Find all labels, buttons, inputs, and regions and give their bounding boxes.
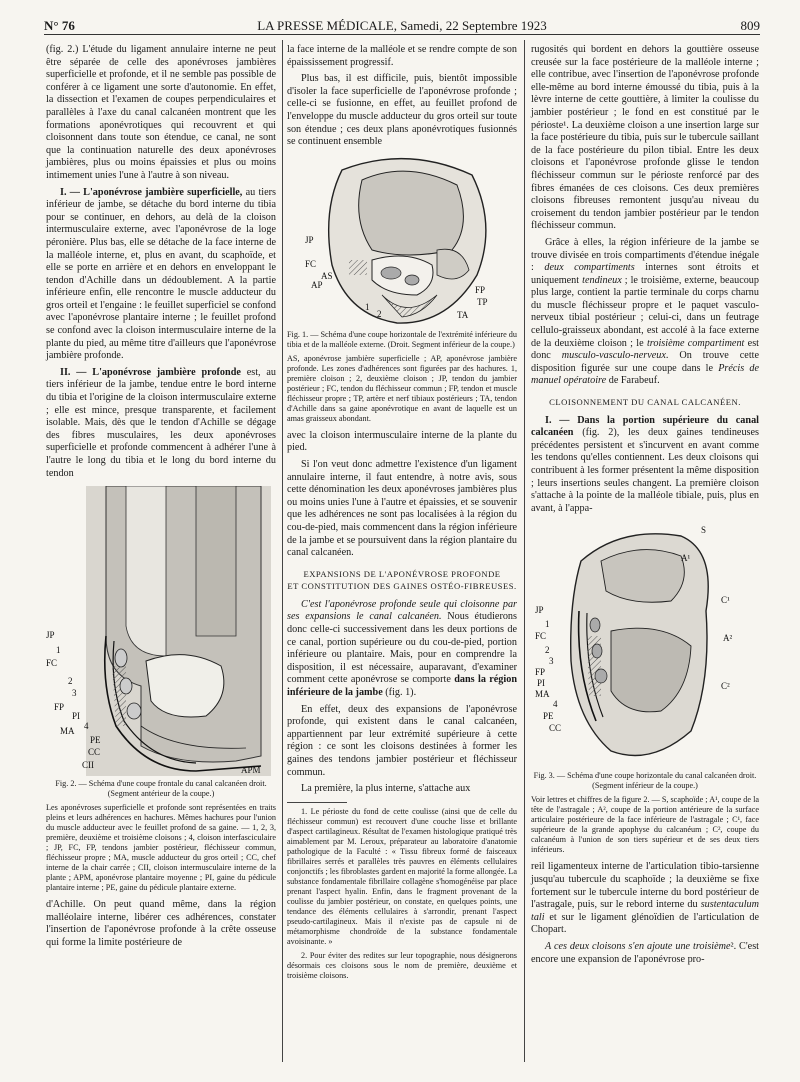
fig1-label-jp: JP — [305, 234, 314, 245]
paragraph-c3-3: I. — Dans la portion supérieure du canal calcanéen (fig. 2), les deux gaines tendineuses précédentes persistent et s'incurvent en avant comme les tendons qu'elles contiennent. Les deux cloisons qui contribuent à les former présentent la même disposition ; leurs insertions seules changent. La première cloison s'attache à la pointe de la malléole tibiale, puis, plus en avant, à l'appa- — [531, 414, 759, 514]
paragraph-superficial: I. — L'aponévrose jambière superficielle, au tiers inférieur de jambe, se détache du bord interne du tibia pour se continuer, en dehors, au delà de la cloison intermusculaire externe, avec l'aponévrose de la loge péronière. Plus bas, elle se détache de la face interne de la malléole interne, et, plus en avant, du scaphoïde, et elle se porte en arrière et en dehors en enveloppant le tendon d'Achille dans un dédoublement. A la partie inférieure enfin, elle rencontre le muscle adducteur du gros orteil et l'engaine : le feuillet superficiel se confond avec l'aponévrose plantaire interne ; le feuillet profond se confond avec la cloison intermusculaire interne de la plante du pied, au même titre d'ailleurs que l'aponévrose jambière profonde. — [46, 186, 276, 362]
fig1-label-2: 2 — [377, 308, 382, 319]
paragraph-deep: II. — L'aponévrose jambière profonde est, au tiers inférieur de la jambe, tendue entre le bord interne du tibia et l'origine de la cloison intermusculaire externe ; elle est mince, presque transparente, et facilement isolable. Mais, dès que le tendon d'Achille se dégage des fibres musculaires, les deux aponévroses superficielle et profonde commencent à adhérer l'une à l'autre le long du tibia et le long du bord interne du tendon — [46, 366, 276, 479]
column-1 — [46, 44, 276, 954]
footnote-1: 1. Le périoste du fond de cette coulisse (ainsi que de celle du fléchisseur commun) est recouvert d'une couche lisse et brillante d'aspect cartilagineux. Résultat de l'examen histologique pratiqué très aimablement par M. Leroux, préparateur au laboratoire d'anatomie pathologique de la Faculté : « Tissu fibreux formé de faisceaux fibrillaires serrés et parallèles très pauvres en éléments cellulaires conjonctifs ; les fibroblastes gardent en majorité la forme allongée. La substance fondamentale fibrillaire collagène s'homogénéise par place prenant l'aspect hyalin. Enfin, dans le fragment provenant de la coulisse du jambier postérieur, on constate, en quelques points, une tendance des éléments cellulaires à s'arrondir, prenant l'aspect pseudo-cartilagineux. Mais il n'existe pas de capsule ni de métamorphisme chondroïde de la substance fondamentale avoisinante. » — [287, 806, 517, 946]
fig2-label-3: 3 — [72, 688, 77, 699]
figure-2-illustration — [46, 486, 276, 776]
fig3-label-cc: CC — [549, 723, 562, 734]
fig1-label-fc: FC — [305, 258, 317, 269]
fig2-label-fc: FC — [46, 658, 58, 669]
heading-superficial: I. — L'aponévrose jambière superficielle, — [60, 186, 243, 198]
fig3-label-3: 3 — [549, 656, 554, 667]
paragraph-c2-6: En effet, deux des expansions de l'aponévrose profonde, qui existent dans le canal calcanéen, appartiennent par leur extrémité supérieure à cette région : ce sont les cloisons destinées à former les gaines des tendons jambier postérieur et fléchisseur commun. — [287, 703, 517, 778]
figure-2 — [46, 486, 276, 893]
paragraph-c2-1: la face interne de la malléole et se rendre compte de son épaississement progressif. — [287, 44, 517, 68]
column-divider-2 — [524, 40, 525, 1062]
issue-number: N° 76 — [44, 18, 75, 33]
paragraph-intro: (fig. 2.) L'étude du ligament annulaire interne ne peut être séparée de celle des aponévroses jambières superficielle et profonde, et il ne semble pas possible de conférer à ce ligament une sorte d'autonomie. En effet, la dissection et l'examen de coupes perpendiculaires et parallèles à l'axe du canal calcanéen montrent que les formations aponévrotiques qui recouvrent et qui cloisonnent dans toute son étendue, ce canal, ne sont que la continuation naturelle des deux aponévroses jambières, plus ou moins épaissies et plus ou moins intimement unies l'une à l'autre à son niveau. — [46, 44, 276, 181]
fig2-label-4: 4 — [84, 721, 89, 732]
paragraph-c2-2: Plus bas, il est difficile, puis, bientôt impossible d'isoler la face superficielle de l'aponévrose profonde ; celle-ci se fusionne, en effet, au feuillet profond de l'enveloppe du muscle adducteur du gros orteil sur toute son étendue ; ces deux plans aponévrotiques fusionnés se continuent ensemble — [287, 73, 517, 148]
fig3-label-fp: FP — [535, 667, 546, 678]
fig1-label-1: 1 — [365, 301, 370, 312]
fig2-label-pi: PI — [72, 711, 81, 722]
fig2-label-cc: CC — [88, 747, 101, 758]
paragraph-c3-5: A ces deux cloisons s'en ajoute une troisième². C'est encore une expansion de l'aponévrose pro- — [531, 940, 759, 965]
fig2-label-jp: JP — [46, 630, 55, 641]
fig2-label-fp: FP — [54, 702, 65, 713]
paragraph-c3-2: Grâce à elles, la région inférieure de la jambe se trouve divisée en trois compartiments d'étendue inégale : deux compartiments internes sont étroits et uniquement tendineux ; le troisième, externe, beaucoup plus large, contient la partie terminale du corps charnu du muscle fléchisseur propre et le paquet vasculo-nerveux tibial postérieur ; celui-ci, dans un feutrage cellulo-graisseux abondant, est accolé à la face externe de la deuxième cloison ; le troisième compartiment est donc musculo-vasculo-nerveux. On trouve cette disposition figurée sur une coupe dans le Précis de manuel opératoire de Farabeuf. — [531, 236, 759, 387]
figure-3-caption: Fig. 3. — Schéma d'une coupe horizontale du canal calcanéen droit. (Segment inférieur de la coupe.) — [533, 771, 757, 791]
fig2-label-2: 2 — [68, 676, 73, 687]
header-rule — [44, 34, 760, 35]
footnote-rule — [287, 802, 347, 803]
figure-1-caption: Fig. 1. — Schéma d'une coupe horizontale de l'extrémité inférieure du tibia et de la malléole externe. (Droit. Segment inférieur de la coupe.) — [287, 329, 517, 349]
paragraph-c3-4: reil ligamenteux interne de l'articulation tibio-tarsienne jusqu'au tubercule du scaphoïde ; la deuxième se fixe fortement sur le tubercule interne du bord postérieur de l'astragale, puis, sur le rebord interne du sustentaculum tali et sur le ligament glénoïdien de l'articulation de Chopart. — [531, 861, 759, 936]
fig1-label-ta: TA — [457, 309, 469, 320]
paragraph-c2-3: avec la cloison intermusculaire interne de la plante du pied. — [287, 429, 517, 454]
fig3-label-ma: MA — [535, 689, 550, 700]
figure-3-legend: Voir lettres et chiffres de la figure 2. — S, scaphoïde ; A¹, coupe de la tête de l'astragale ; A², coupe de la portion antérieure de la surface articulaire postérieure de la face inférieure de l'astragale ; C¹, face supérieure de la grande apophyse du calcanéum ; C², coupe du calcanéum à l'union de son tiers supérieur et de ses deux tiers inférieurs. — [531, 795, 759, 855]
fig3-label-fc: FC — [535, 631, 547, 642]
section-title-cloisonnement: CLOISONNEMENT DU CANAL CALCANÉEN. — [549, 397, 741, 408]
figure-2-caption: Fig. 2. — Schéma d'une coupe frontale du canal calcanéen droit. (Segment antérieur de la coupe.) — [55, 779, 267, 799]
fig2-label-ma: MA — [60, 726, 75, 737]
fig3-label-s: S — [701, 525, 707, 536]
figure-1-illustration — [287, 155, 517, 330]
figure-3-illustration — [531, 521, 759, 771]
paragraph-c2-7: La première, la plus interne, s'attache aux — [301, 783, 471, 795]
figure-1 — [287, 155, 517, 424]
fig3-label-a1: A¹ — [681, 553, 691, 564]
fig3-label-a2: A² — [723, 633, 733, 644]
fig1-label-as: AS — [321, 270, 333, 281]
fig3-label-jp: JP — [535, 605, 544, 616]
fig3-label-pe: PE — [543, 711, 554, 722]
fig1-label-tp: TP — [477, 296, 488, 307]
section-title-expansions: EXPANSIONS DE L'APONÉVROSE PROFONDE ET CONSTITUTION DES GAINES OSTÉO-FIBREUSES. — [287, 568, 517, 592]
fig3-label-c1: C¹ — [721, 595, 730, 606]
fig3-label-2: 2 — [545, 645, 550, 656]
footnote-2: 2. Pour éviter des redites sur leur topographie, nous désignerons désormais ces cloisons sous le nom de première, deuxième et troisième cloisons. — [287, 950, 517, 980]
figure-2-legend: Les aponévroses superficielle et profonde sont représentées en traits pleins et leurs adhérences en hachures. Mêmes hachures pour l'union du muscle adducteur avec le feuillet profond de sa gaine. — 1, 2, 3, première, deuxième et troisième cloisons ; 4, cloison interfasciculaire ; JP, FC, FP, tendons jambier postérieur, fléchisseur commun, fléchisseur propre ; MA, muscle adducteur du gros orteil ; CC, chef interne de la chair carrée ; CII, cloison intermusculaire interne de la plante ; APM, aponévrose plantaire moyenne ; PI, gaine du pédicule plantaire interne ; PE, gaine du pédicule plantaire externe. — [46, 803, 276, 893]
fig3-label-4: 4 — [553, 699, 558, 710]
fig2-label-pe: PE — [90, 735, 101, 746]
fig1-label-fp: FP — [475, 284, 486, 295]
fig3-label-1: 1 — [545, 619, 550, 630]
fig2-label-apm: APM — [241, 765, 261, 776]
fig2-label-1: 1 — [56, 645, 61, 656]
fig1-label-ap: AP — [311, 279, 323, 290]
paragraph-c2-5: C'est l'aponévrose profonde seule qui cloisonne par ses expansions le canal calcanéen. Nous étudierons donc celle-ci successivement dans les deux portions de ce canal, portion supérieure ou du cou-de-pied, portion inférieure ou plantaire. Mais, pour en comprendre la disposition, il est nécessaire, auparavant, d'examiner comment cette aponévrose se comporte dans la région inférieure de la jambe (fig. 1). — [287, 598, 517, 699]
fig2-label-cii: CII — [82, 760, 94, 771]
fig3-label-c2: C² — [721, 681, 730, 692]
paragraph-achille: d'Achille. On peut quand même, dans la région malléolaire interne, libérer ces adhérences, constater l'insertion de l'aponévrose profonde à la crête osseuse qui forme la limite postérieure de — [46, 899, 276, 948]
page-number: 809 — [740, 18, 760, 33]
figure-3 — [531, 521, 759, 855]
fig3-label-pi: PI — [537, 678, 546, 689]
heading-deep: II. — L'aponévrose jambière profonde — [60, 366, 241, 378]
column-divider-1 — [282, 40, 283, 1062]
column-3 — [531, 44, 759, 970]
column-2 — [287, 44, 517, 985]
paragraph-c3-1: rugosités qui bordent en dehors la gouttière osseuse creusée sur la face postérieure de la malléole interne ; elle contribue, avec l'insertion de l'aponévrose profonde elle-même au bord interne émoussé du tibia, puis à la lèvre interne de cette gouttière, à limiter la coulisse du jambier postérieur ; le fond en est constitué par le périoste¹. La deuxième cloison a une insertion large sur la face postérieure du tibia, puis sur le tubercule saillant de la face postérieure du pilon tibial. Entre les deux cloisons et l'aponévrose profonde glisse le tendon fléchisseur commun sur le périoste renforcé par des fibres émanées de ces cloisons. Ces deux premières cloisons fibreuses remontent jusqu'au niveau du croisement du tendon jambier postérieur par le tendon fléchisseur commun. — [531, 44, 759, 232]
paragraph-c2-4: Si l'on veut donc admettre l'existence d'un ligament annulaire interne, il faut entendre, à notre avis, sous cette dénomination les deux aponévroses jambières plus ou moins unies l'une à l'autre et épaissies, et se souvenir que les adhérences ne sont pas localisées à la région du cou-de-pied, mais commencent dans la région inférieure de la jambe et se poursuivent dans la région plantaire du canal calcanéen. — [287, 458, 517, 559]
journal-title: LA PRESSE MÉDICALE, Samedi, 22 Septembre 1923 — [257, 18, 547, 33]
figure-1-legend: AS, aponévrose jambière superficielle ; AP, aponévrose jambière profonde. Les zones d'adhérences sont figurées par des hachures. 1, première cloison ; 2, deuxième cloison ; JP, tendon du jambier postérieur ; FC, tendon du fléchisseur commun ; FP, tendon et muscle fléchisseur propre ; TP, artère et nerf tibiaux postérieurs ; TA, tendon d'Achille dans sa gaine aponévrotique en avant de laquelle est un amas graisseux abondant. — [287, 353, 517, 423]
